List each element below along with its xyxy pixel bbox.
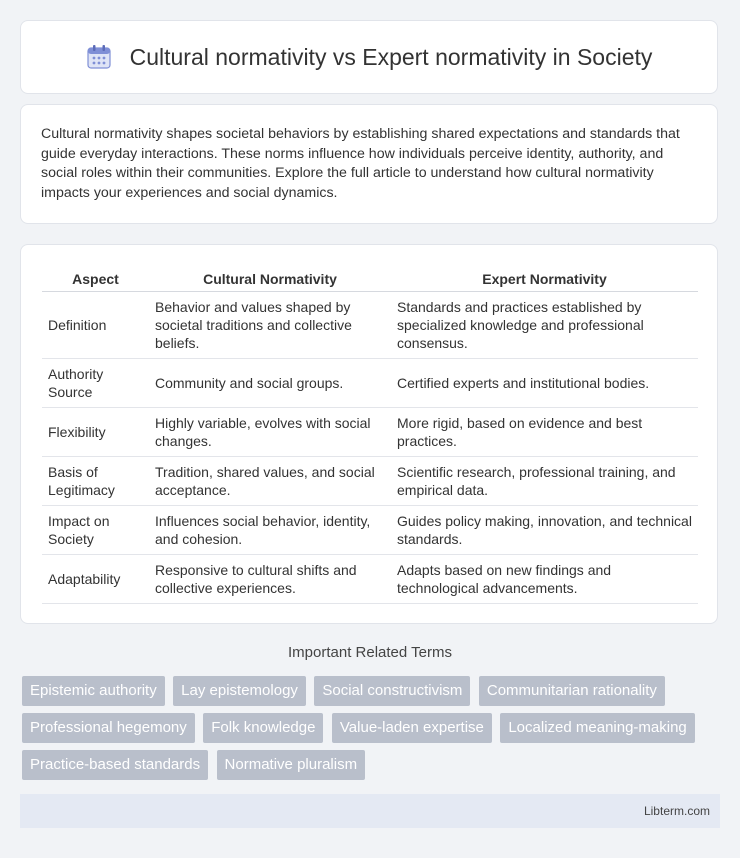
related-term-tag[interactable]: Professional hegemony bbox=[22, 713, 195, 743]
header-cultural: Cultural Normativity bbox=[149, 265, 391, 292]
page-title: Cultural normativity vs Expert normativity in Society bbox=[129, 43, 653, 70]
footer-brand-link[interactable]: Libterm.com bbox=[643, 804, 710, 818]
comparison-card bbox=[20, 244, 718, 624]
aspect-cell: Adaptability bbox=[42, 555, 149, 604]
header-expert: Expert Normativity bbox=[391, 265, 698, 292]
related-terms-heading: Important Related Terms bbox=[288, 644, 452, 661]
intro-text: Cultural normativity shapes societal behaviors by establishing shared expectations and standards that guide everyday interactions. These norms influence how individuals perceive identity, authority, and social roles within their communities. Explore the full article to understand how cultural normativity impacts your experiences and social dynamics. bbox=[41, 126, 680, 201]
calendar-icon bbox=[86, 44, 112, 70]
footer bbox=[20, 794, 720, 828]
cultural-cell: Responsive to cultural shifts and collective experiences. bbox=[149, 555, 391, 604]
related-term-tag[interactable]: Normative pluralism bbox=[217, 750, 366, 780]
cultural-cell: Influences social behavior, identity, and cohesion. bbox=[149, 506, 391, 555]
aspect-cell: Flexibility bbox=[42, 408, 149, 457]
table-row bbox=[42, 359, 698, 408]
related-term-tag[interactable]: Localized meaning-making bbox=[500, 713, 694, 743]
expert-cell: Standards and practices established by specialized knowledge and professional consensus. bbox=[391, 292, 698, 359]
aspect-cell: Impact on Society bbox=[42, 506, 149, 555]
table-row bbox=[42, 555, 698, 604]
related-term-tag[interactable]: Value-laden expertise bbox=[332, 713, 492, 743]
aspect-cell: Definition bbox=[42, 292, 149, 359]
related-term-tag[interactable]: Lay epistemology bbox=[173, 676, 306, 706]
cultural-cell: Highly variable, evolves with social changes. bbox=[149, 408, 391, 457]
intro-card bbox=[20, 104, 718, 224]
header-aspect: Aspect bbox=[42, 265, 149, 292]
table-header-row bbox=[42, 265, 698, 292]
expert-cell: More rigid, based on evidence and best practices. bbox=[391, 408, 698, 457]
comparison-table bbox=[42, 265, 698, 604]
cultural-cell: Community and social groups. bbox=[149, 359, 391, 408]
table-row bbox=[42, 408, 698, 457]
expert-cell: Guides policy making, innovation, and technical standards. bbox=[391, 506, 698, 555]
related-term-tag[interactable]: Social constructivism bbox=[314, 676, 470, 706]
related-term-tag[interactable]: Practice-based standards bbox=[22, 750, 208, 780]
cultural-cell: Behavior and values shaped by societal traditions and collective beliefs. bbox=[149, 292, 391, 359]
cultural-cell: Tradition, shared values, and social acceptance. bbox=[149, 457, 391, 506]
table-row bbox=[42, 292, 698, 359]
related-term-tag[interactable]: Communitarian rationality bbox=[479, 676, 665, 706]
related-term-tag[interactable]: Epistemic authority bbox=[22, 676, 165, 706]
table-row bbox=[42, 506, 698, 555]
header-card bbox=[20, 20, 718, 94]
table-row bbox=[42, 457, 698, 506]
expert-cell: Scientific research, professional training, and empirical data. bbox=[391, 457, 698, 506]
aspect-cell: Authority Source bbox=[42, 359, 149, 408]
expert-cell: Certified experts and institutional bodies. bbox=[391, 359, 698, 408]
related-term-tag[interactable]: Folk knowledge bbox=[203, 713, 323, 743]
related-terms-list bbox=[22, 676, 722, 787]
aspect-cell: Basis of Legitimacy bbox=[42, 457, 149, 506]
expert-cell: Adapts based on new findings and technological advancements. bbox=[391, 555, 698, 604]
